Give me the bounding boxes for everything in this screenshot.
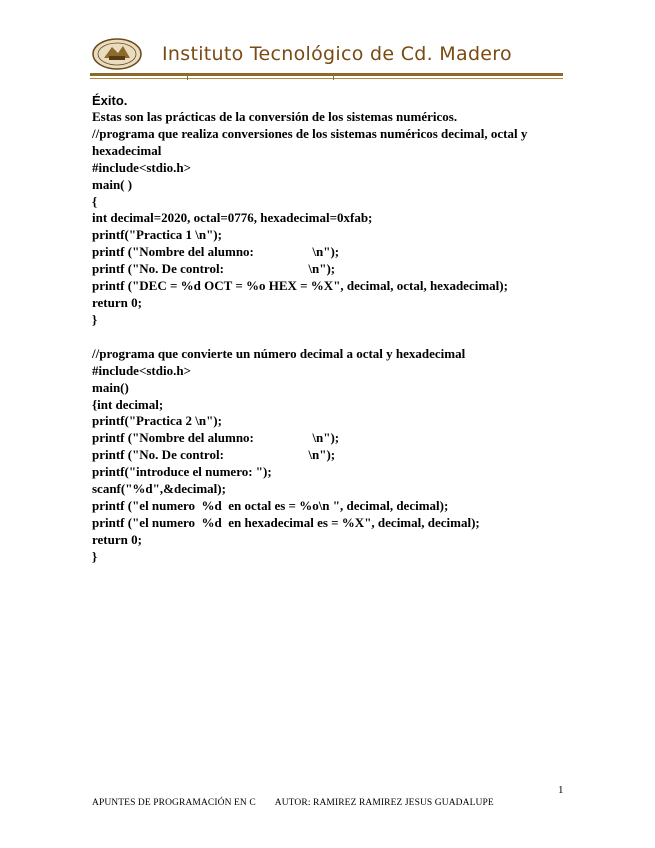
footer-author: AUTOR: RAMIREZ RAMIREZ JESUS GUADALUPE [274, 798, 494, 808]
code-line: } [92, 548, 98, 564]
code-line: scanf("%d",&decimal); [92, 481, 226, 497]
page-footer [92, 798, 494, 808]
header-rule-tick [187, 73, 188, 80]
code-line: printf ("Nombre del alumno: \n"); [92, 244, 340, 260]
program-2-code [92, 346, 562, 566]
code-line: {int decimal; [92, 396, 164, 412]
code-line: int decimal=2020, octal=0776, hexadecimal=0xfab; [92, 210, 373, 226]
code-line: #include<stdio.h> [92, 159, 191, 175]
code-line: //programa que realiza conversiones de los sistemas numéricos decimal, octal y hexadecimal [92, 125, 528, 158]
header-rule-tick [333, 73, 334, 80]
header-rule [90, 73, 563, 76]
code-line: printf ("Nombre del alumno: \n"); [92, 430, 340, 446]
code-line: printf("introduce el numero: "); [92, 464, 272, 480]
document-body [92, 93, 562, 566]
code-line: return 0; [92, 294, 142, 310]
page-number: 1 [558, 784, 564, 796]
code-line: printf("Practica 1 \n"); [92, 227, 222, 243]
code-line: return 0; [92, 531, 142, 547]
code-line: main() [92, 379, 129, 395]
header-rule-thin [90, 78, 563, 79]
footer-course: APUNTES DE PROGRAMACIÓN EN C [92, 798, 256, 808]
code-line: printf ("DEC = %d OCT = %o HEX = %X", decimal, octal, hexadecimal); [92, 278, 508, 294]
code-line: printf ("No. De control: \n"); [92, 261, 336, 277]
intro-text: Estas son las prácticas de la conversión de los sistemas numéricos. [92, 109, 458, 124]
heading-exito: Éxito. [92, 93, 128, 108]
code-line: #include<stdio.h> [92, 362, 191, 378]
code-line: //programa que convierte un número decimal a octal y hexadecimal [92, 345, 466, 361]
code-line: printf ("el numero %d en octal es = %o\n ", decimal, decimal); [92, 497, 449, 513]
code-line: printf ("el numero %d en hexadecimal es = %X", decimal, decimal); [92, 514, 480, 530]
code-line: printf ("No. De control: \n"); [92, 447, 336, 463]
spacer [92, 329, 562, 346]
program-1-code [92, 126, 562, 329]
institution-title: Instituto Tecnológico de Cd. Madero [162, 43, 512, 65]
code-line: { [92, 193, 98, 209]
code-line: main( ) [92, 176, 133, 192]
code-line: printf("Practica 2 \n"); [92, 413, 222, 429]
code-line: } [92, 311, 98, 327]
page-header [90, 36, 563, 80]
institution-seal-logo [92, 38, 142, 70]
